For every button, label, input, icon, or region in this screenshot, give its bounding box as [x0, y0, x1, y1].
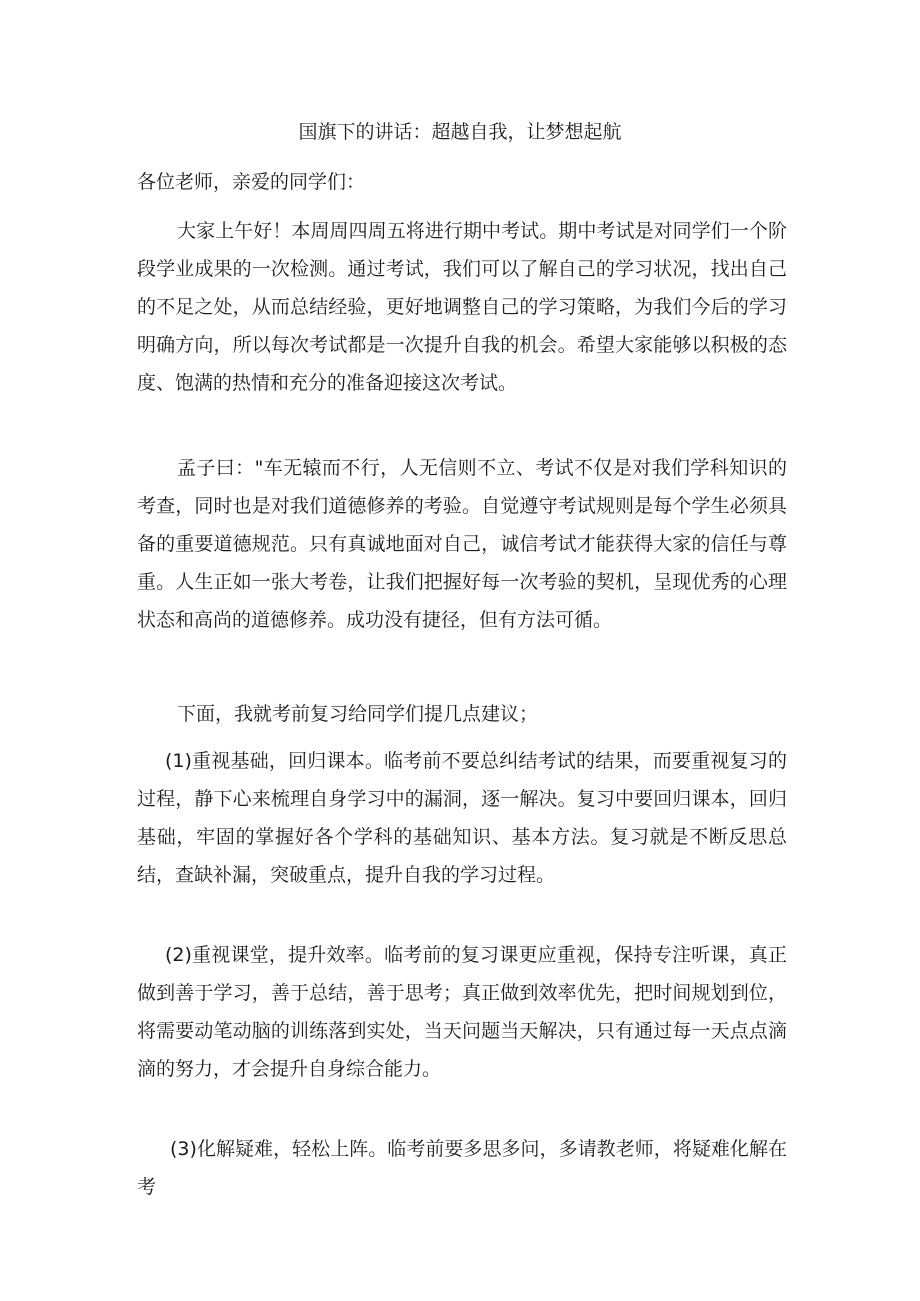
- document-title: 国旗下的讲话：超越自我，让梦想起航: [298, 121, 622, 143]
- paragraph-suggestion-2: (2)重视课堂，提升效率。临考前的复习课更应重视，保持专注听课，真正做到善于学习，善于总结，善于思考；真正做到效率优先，把时间规划到位，将需要动笔动脑的训练落到实处，当天问题当天解决，只有通过每一天点点滴滴的努力，才会提升自身综合能力。: [137, 944, 787, 1080]
- paragraph-suggestion-3: (3)化解疑难，轻松上阵。临考前要多思多问，多请教老师，将疑难化解在考: [137, 1138, 787, 1198]
- paragraph-suggestions-intro: 下面，我就考前复习给同学们提几点建议；: [177, 703, 539, 725]
- paragraph-opening: 大家上午好！本周周四周五将进行期中考试。期中考试是对同学们一个阶段学业成果的一次检测。通过考试，我们可以了解自己的学习状况，找出自己的不足之处，从而总结经验，更好地调整自己的学习策略，为我们今后的学习明确方向，所以每次考试都是一次提升自我的机会。希望大家能够以积极的态度、饱满的热情和充分的准备迎接这次考试。: [137, 220, 787, 394]
- paragraph-integrity: 孟子曰："车无辕而不行，人无信则不立、考试不仅是对我们学科知识的考查，同时也是对我们道德修养的考验。自觉遵守考试规则是每个学生必须具备的重要道德规范。只有真诚地面对自己，诚信考试才能获得大家的信任与尊重。人生正如一张大考卷，让我们把握好每一次考验的契机，呈现优秀的心理状态和高尚的道德修养。成功没有捷径，但有方法可循。: [137, 457, 787, 631]
- paragraph-suggestion-1: (1)重视基础，回归课本。临考前不要总纠结考试的结果，而要重视复习的过程，静下心来梳理自身学习中的漏洞，逐一解决。复习中要回归课本，回归基础，牢固的掌握好各个学科的基础知识、基本方法。复习就是不断反思总结，查缺补漏，突破重点，提升自我的学习过程。: [137, 750, 787, 886]
- salutation: 各位老师，亲爱的同学们：: [137, 171, 366, 193]
